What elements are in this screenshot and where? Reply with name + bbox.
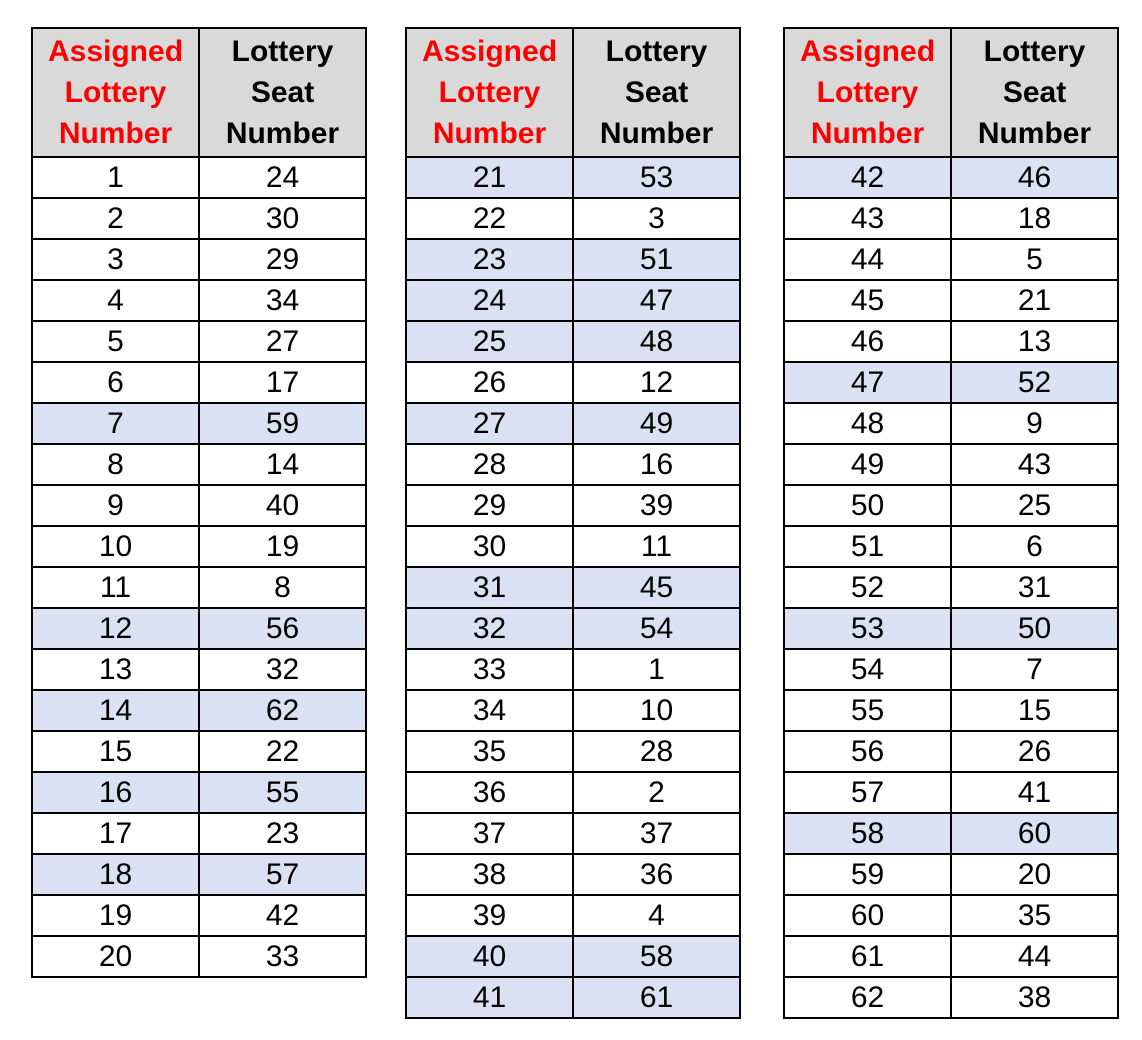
seat-number-cell: 35 (951, 895, 1118, 936)
assigned-number-cell: 60 (784, 895, 951, 936)
seat-number-cell: 31 (951, 567, 1118, 608)
table-row (406, 772, 740, 813)
assigned-number-cell: 2 (32, 198, 199, 239)
seat-number-cell: 23 (199, 813, 366, 854)
seat-number-cell: 46 (951, 157, 1118, 198)
table-row (784, 157, 1118, 198)
table-row (32, 936, 366, 977)
seat-number-cell: 15 (951, 690, 1118, 731)
assigned-number-cell: 44 (784, 239, 951, 280)
lottery-seat-number-header: Lottery Seat Number (573, 28, 740, 157)
table-row (32, 608, 366, 649)
lottery-seat-number-header: Lottery Seat Number (951, 28, 1118, 157)
seat-number-cell: 48 (573, 321, 740, 362)
table-row (32, 567, 366, 608)
table-row (32, 526, 366, 567)
seat-number-cell: 11 (573, 526, 740, 567)
assigned-number-cell: 9 (32, 485, 199, 526)
assigned-lottery-number-header: Assigned Lottery Number (784, 28, 951, 157)
lottery-table-2 (405, 27, 741, 1019)
seat-number-cell: 18 (951, 198, 1118, 239)
assigned-number-cell: 37 (406, 813, 573, 854)
table-row (406, 936, 740, 977)
table-row (406, 362, 740, 403)
seat-number-cell: 52 (951, 362, 1118, 403)
assigned-number-cell: 47 (784, 362, 951, 403)
assigned-number-cell: 27 (406, 403, 573, 444)
assigned-number-cell: 46 (784, 321, 951, 362)
table-row (32, 239, 366, 280)
seat-number-cell: 10 (573, 690, 740, 731)
assigned-number-cell: 32 (406, 608, 573, 649)
table-row (32, 403, 366, 444)
seat-number-cell: 38 (951, 977, 1118, 1018)
seat-number-cell: 28 (573, 731, 740, 772)
assigned-number-cell: 59 (784, 854, 951, 895)
table-row (406, 526, 740, 567)
assigned-number-cell: 18 (32, 854, 199, 895)
assigned-number-cell: 38 (406, 854, 573, 895)
seat-number-cell: 3 (573, 198, 740, 239)
assigned-number-cell: 58 (784, 813, 951, 854)
seat-number-cell: 60 (951, 813, 1118, 854)
assigned-number-cell: 20 (32, 936, 199, 977)
table-row (406, 854, 740, 895)
assigned-number-cell: 45 (784, 280, 951, 321)
assigned-number-cell: 23 (406, 239, 573, 280)
seat-number-cell: 50 (951, 608, 1118, 649)
table-row (406, 690, 740, 731)
assigned-number-cell: 48 (784, 403, 951, 444)
assigned-number-cell: 25 (406, 321, 573, 362)
lottery-table-1 (31, 27, 367, 978)
seat-number-cell: 9 (951, 403, 1118, 444)
seat-number-cell: 30 (199, 198, 366, 239)
seat-number-cell: 58 (573, 936, 740, 977)
table-row (784, 731, 1118, 772)
table-row (784, 854, 1118, 895)
seat-number-cell: 37 (573, 813, 740, 854)
seat-number-cell: 32 (199, 649, 366, 690)
table-row (32, 772, 366, 813)
seat-number-cell: 56 (199, 608, 366, 649)
assigned-number-cell: 12 (32, 608, 199, 649)
table-row (784, 239, 1118, 280)
table-row (406, 608, 740, 649)
assigned-number-cell: 21 (406, 157, 573, 198)
table-row (32, 198, 366, 239)
seat-number-cell: 26 (951, 731, 1118, 772)
table-row (406, 403, 740, 444)
table-row (784, 772, 1118, 813)
seat-number-cell: 40 (199, 485, 366, 526)
seat-number-cell: 54 (573, 608, 740, 649)
seat-number-cell: 59 (199, 403, 366, 444)
table-row (784, 813, 1118, 854)
seat-number-cell: 1 (573, 649, 740, 690)
seat-number-cell: 4 (573, 895, 740, 936)
table-row (406, 280, 740, 321)
assigned-number-cell: 54 (784, 649, 951, 690)
assigned-number-cell: 29 (406, 485, 573, 526)
seat-number-cell: 17 (199, 362, 366, 403)
table-row (32, 649, 366, 690)
table-header-row (406, 28, 740, 157)
seat-number-cell: 27 (199, 321, 366, 362)
assigned-number-cell: 19 (32, 895, 199, 936)
assigned-number-cell: 55 (784, 690, 951, 731)
table-row (784, 198, 1118, 239)
assigned-number-cell: 49 (784, 444, 951, 485)
seat-number-cell: 57 (199, 854, 366, 895)
assigned-number-cell: 7 (32, 403, 199, 444)
table-row (406, 977, 740, 1018)
assigned-number-cell: 51 (784, 526, 951, 567)
assigned-number-cell: 16 (32, 772, 199, 813)
table-row (784, 936, 1118, 977)
assigned-number-cell: 14 (32, 690, 199, 731)
assigned-number-cell: 35 (406, 731, 573, 772)
assigned-number-cell: 15 (32, 731, 199, 772)
seat-number-cell: 16 (573, 444, 740, 485)
table-row (784, 362, 1118, 403)
assigned-number-cell: 31 (406, 567, 573, 608)
table-row (406, 321, 740, 362)
assigned-number-cell: 13 (32, 649, 199, 690)
table-row (32, 813, 366, 854)
table-row (406, 444, 740, 485)
assigned-number-cell: 50 (784, 485, 951, 526)
table-row (406, 731, 740, 772)
assigned-number-cell: 30 (406, 526, 573, 567)
table-row (32, 280, 366, 321)
assigned-number-cell: 26 (406, 362, 573, 403)
assigned-number-cell: 28 (406, 444, 573, 485)
table-body (32, 157, 366, 977)
table-row (32, 444, 366, 485)
table-row (784, 403, 1118, 444)
seat-number-cell: 29 (199, 239, 366, 280)
assigned-number-cell: 11 (32, 567, 199, 608)
table-header-row (784, 28, 1118, 157)
seat-number-cell: 47 (573, 280, 740, 321)
seat-number-cell: 19 (199, 526, 366, 567)
seat-number-cell: 5 (951, 239, 1118, 280)
table-row (32, 731, 366, 772)
assigned-number-cell: 62 (784, 977, 951, 1018)
assigned-lottery-number-header: Assigned Lottery Number (32, 28, 199, 157)
assigned-number-cell: 40 (406, 936, 573, 977)
lottery-table-3 (783, 27, 1119, 1019)
assigned-number-cell: 6 (32, 362, 199, 403)
assigned-number-cell: 36 (406, 772, 573, 813)
seat-number-cell: 25 (951, 485, 1118, 526)
assigned-number-cell: 1 (32, 157, 199, 198)
table-row (406, 485, 740, 526)
assigned-number-cell: 52 (784, 567, 951, 608)
table-row (32, 157, 366, 198)
table-body (406, 157, 740, 1018)
assigned-number-cell: 56 (784, 731, 951, 772)
table-row (406, 813, 740, 854)
assigned-number-cell: 24 (406, 280, 573, 321)
table-row (784, 526, 1118, 567)
table-row (406, 895, 740, 936)
seat-number-cell: 42 (199, 895, 366, 936)
lottery-seat-number-header: Lottery Seat Number (199, 28, 366, 157)
table-row (784, 567, 1118, 608)
table-row (406, 567, 740, 608)
seat-number-cell: 20 (951, 854, 1118, 895)
seat-number-cell: 41 (951, 772, 1118, 813)
seat-number-cell: 55 (199, 772, 366, 813)
assigned-number-cell: 42 (784, 157, 951, 198)
table-row (406, 649, 740, 690)
seat-number-cell: 36 (573, 854, 740, 895)
seat-number-cell: 7 (951, 649, 1118, 690)
seat-number-cell: 43 (951, 444, 1118, 485)
seat-number-cell: 14 (199, 444, 366, 485)
table-row (406, 157, 740, 198)
table-row (784, 608, 1118, 649)
seat-number-cell: 51 (573, 239, 740, 280)
assigned-number-cell: 53 (784, 608, 951, 649)
seat-number-cell: 2 (573, 772, 740, 813)
table-row (784, 485, 1118, 526)
table-row (784, 321, 1118, 362)
seat-number-cell: 39 (573, 485, 740, 526)
seat-number-cell: 22 (199, 731, 366, 772)
table-row (32, 895, 366, 936)
seat-number-cell: 33 (199, 936, 366, 977)
seat-number-cell: 44 (951, 936, 1118, 977)
assigned-number-cell: 4 (32, 280, 199, 321)
assigned-number-cell: 17 (32, 813, 199, 854)
table-row (784, 690, 1118, 731)
seat-number-cell: 34 (199, 280, 366, 321)
assigned-lottery-number-header: Assigned Lottery Number (406, 28, 573, 157)
assigned-number-cell: 8 (32, 444, 199, 485)
table-body (784, 157, 1118, 1018)
seat-number-cell: 24 (199, 157, 366, 198)
assigned-number-cell: 3 (32, 239, 199, 280)
table-header-row (32, 28, 366, 157)
table-row (784, 977, 1118, 1018)
seat-number-cell: 53 (573, 157, 740, 198)
assigned-number-cell: 39 (406, 895, 573, 936)
table-row (784, 280, 1118, 321)
table-row (32, 321, 366, 362)
seat-number-cell: 45 (573, 567, 740, 608)
assigned-number-cell: 22 (406, 198, 573, 239)
assigned-number-cell: 57 (784, 772, 951, 813)
assigned-number-cell: 34 (406, 690, 573, 731)
assigned-number-cell: 10 (32, 526, 199, 567)
seat-number-cell: 61 (573, 977, 740, 1018)
seat-number-cell: 13 (951, 321, 1118, 362)
table-row (32, 690, 366, 731)
seat-number-cell: 6 (951, 526, 1118, 567)
table-row (406, 198, 740, 239)
seat-number-cell: 12 (573, 362, 740, 403)
seat-number-cell: 8 (199, 567, 366, 608)
table-row (32, 362, 366, 403)
table-row (32, 854, 366, 895)
table-row (784, 895, 1118, 936)
assigned-number-cell: 33 (406, 649, 573, 690)
assigned-number-cell: 43 (784, 198, 951, 239)
table-row (406, 239, 740, 280)
assigned-number-cell: 5 (32, 321, 199, 362)
seat-number-cell: 49 (573, 403, 740, 444)
assigned-number-cell: 41 (406, 977, 573, 1018)
table-row (32, 485, 366, 526)
seat-number-cell: 62 (199, 690, 366, 731)
assigned-number-cell: 61 (784, 936, 951, 977)
seat-number-cell: 21 (951, 280, 1118, 321)
table-row (784, 649, 1118, 690)
table-row (784, 444, 1118, 485)
